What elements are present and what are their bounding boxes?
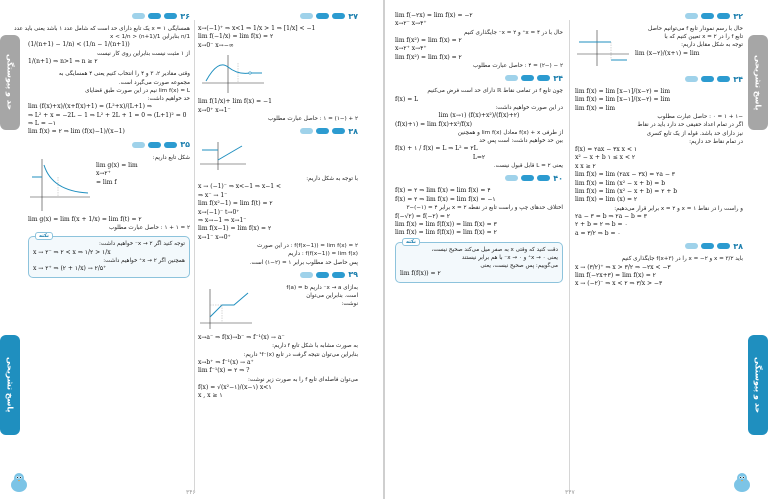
question-header (395, 72, 563, 84)
math-line: ⇒ L = −۱ (28, 120, 57, 128)
rating-dot-icon (537, 75, 550, 81)
math-line: lim f(x) = lim [x−۱]/(x−۲) = lim (575, 96, 671, 104)
chapter-tab-label: حد و پیوستگی (5, 54, 15, 111)
math-line: f(−√۲) = f(−۲) = ۲ (395, 212, 451, 220)
text-line: −۱ + ۱ = ۰ : حاصل عبارت مطلوب (657, 114, 743, 121)
bird-mascot-icon (729, 469, 755, 495)
rating-dot-icon (717, 76, 730, 82)
math-line: lim (x→۱) (f(x)+x²)/(f(x)+۲) (438, 112, 520, 120)
rating-dot-icon (685, 13, 698, 19)
rating-dot-icon (685, 243, 698, 249)
question-number: ۳۷ (348, 11, 358, 21)
text-line: دقت کنید که وقتی x به صفر میل می‌کند صحیح نیست، (431, 246, 558, 253)
math-line: lim f(x−1) = lim f(x) = ۲ (198, 225, 272, 233)
math-line: x , x ≥ ۱ (198, 392, 223, 400)
rating-dot-icon (332, 272, 345, 278)
rating-dot-icon (717, 243, 730, 249)
text-line: نوشت: (341, 301, 358, 308)
function-graph (198, 140, 248, 172)
math-line: x² − x + b ۱ ≤ x < ۲ (575, 154, 636, 162)
rating-dot-icon (316, 13, 329, 19)
left-column-a (198, 8, 358, 492)
question-number: ۳۸ (733, 241, 743, 251)
math-line: x → (−1)⁻ ⇒ x<−1 ⇒ x−1 < (198, 183, 282, 191)
text-line: مجموعه صورت می‌گیرد است. (118, 79, 190, 86)
math-line: lim f(x²−1) = lim f(t) = ۲ (198, 200, 273, 208)
math-line: x→۲⁺ (96, 170, 111, 178)
math-line: lim (f(x)+x)/(x+f(x)+1) = (L²+x)/(L+1) ⇒ (28, 103, 152, 111)
rating-dot-icon (701, 243, 714, 249)
rating-dot-icon (685, 76, 698, 82)
text-line: 1/n بنابراین 1/(n+1) < x < 1/n (110, 34, 190, 41)
math-line: f(x) = ۲ax − ۳x x < ۱ (575, 146, 638, 154)
rating-dot-icon (300, 128, 313, 134)
text-line: باید x = ۳/۲ و x = −۲ را در f(x+۳) جایگذاری کنیم (621, 256, 743, 263)
rating-dot-icon (164, 13, 177, 19)
math-line: x→(−1)⁺ ⇒ x<1 ⇒ 1/x > 1 ⇒ [1/x] < −1 (198, 25, 316, 32)
answers-tab (0, 335, 20, 435)
rating-dot-icon (148, 142, 161, 148)
note-tag: نکته (402, 238, 420, 246)
text-line: حال با رسم نمودار تابع f می‌توانیم حاصل (647, 26, 743, 32)
math-line: x→(−1)⁻ t→0⁺ (198, 208, 240, 216)
rating-dot-icon (701, 13, 714, 19)
question-number: ۳۶ (180, 11, 190, 21)
math-line: lim f(−۲x) = lim f(x) = −۲ (395, 12, 473, 19)
math-line: 1/(n+1) ⇒ n>1 ⇒ n ≥ ۲ (28, 58, 98, 66)
text-line: به صورت مشابه با شکل تابع f داریم: (272, 343, 358, 350)
question-header (28, 10, 190, 22)
left-column-b (14, 8, 190, 492)
math-line: x → ۲⁺ ⇒ (۲ + ۱/x) → ۲/۵⁺ (33, 265, 107, 273)
right-column-b (575, 8, 743, 492)
rating-dot-icon (300, 13, 313, 19)
text-line: توجه به شکل مقابل داریم: (681, 42, 743, 49)
right-page (385, 0, 768, 499)
note-box (395, 238, 563, 283)
text-line: f(f(x−1)) = lim f(x) : داریم (288, 251, 358, 258)
text-line: در این صورت خواهیم داشت: (495, 105, 563, 112)
rating-dot-icon (701, 76, 714, 82)
column-divider (194, 20, 195, 490)
math-line: lim f(x) = lim f(f(x)) = lim f(x) = ۲ (395, 229, 497, 237)
question-number: ۳۴ (553, 73, 563, 83)
function-graph (198, 53, 268, 95)
math-line: ۲a − ۳ = b ⇒ ۲a − b = ۳ (575, 213, 647, 221)
math-line: x→۲⁺ x→۴⁺ (395, 45, 427, 53)
math-line: f(x) = L (395, 95, 419, 103)
math-line: f(x) = ۲ ⇒ lim f(x) = lim f(x) = −۱ (395, 195, 496, 203)
math-line: lim f(f(x)) = ۲ (400, 270, 441, 278)
question-header (28, 139, 190, 151)
math-line: = lim f (96, 178, 117, 186)
text-line: همسایگی x = ۱ یک تابع دارای حد است که شامل عدد ۱ باشد یعنی باید عدد (14, 26, 190, 32)
math-line: lim (x−۲)/(x+۱) = lim (635, 49, 700, 57)
text-line: توجه کنید اگر x → ۲⁻ خواهیم داشت: (99, 241, 185, 248)
function-graph (198, 287, 254, 331)
question-header (575, 240, 743, 252)
text-line: وقتی مقادیر ۲، ۳ و ۴ را انتخاب کنیم یعنی ۴ همسایگی به (58, 71, 190, 78)
function-graph (575, 28, 631, 68)
rating-dot-icon (164, 142, 177, 148)
text-line: بنابراین می‌توان نتیجه گرفت در تابع (x)⁻¹f داریم: (243, 351, 358, 358)
text-line: حال با در x = ۴⁺ و x = ۲⁻ جایگذاری کنیم (463, 29, 563, 36)
math-line: lim f(−1/x) = lim f(x) = ۲ (198, 33, 274, 41)
text-line: در تمام نقاط حد داریم: (689, 138, 743, 145)
text-line: می‌توان فاصله‌ای تابع f را به صورت زیر نوشت: (248, 376, 358, 383)
math-line: x→b⁺ ⇒ f⁻¹(x) → a⁺ (198, 358, 254, 366)
text-line: بین حد خواهیم داشت: است پس حد (479, 138, 563, 145)
math-line: x x ≥ ۲ (575, 162, 596, 170)
math-line: lim f(x) = lim (575, 104, 616, 112)
text-line: از ۱ مثبت نیست بنابراین روی کار نیست (97, 50, 190, 57)
text-line: یعنی L = ۲ قابل قبول نیست. (493, 163, 563, 170)
question-header (198, 269, 358, 281)
text-line: است. بنابراین می‌توان (306, 293, 358, 300)
function-graph (28, 157, 92, 213)
note-tag: نکته (35, 232, 53, 240)
question-number: ۳۲ (733, 11, 743, 21)
answers-tab (748, 35, 768, 130)
rating-dot-icon (505, 75, 518, 81)
text-line: به‌ازای x → a⁻ داریم f(a) = b (286, 284, 358, 291)
question-header (575, 73, 743, 85)
rating-dot-icon (505, 175, 518, 181)
text-line: یعنی x → ۰⁺ و x → ۰⁻ با هم برابر نیستند (461, 254, 558, 261)
math-line: lim f(x) = lim f(f(x)) = lim f(x) = ۳ (395, 220, 497, 228)
math-line: lim f(x²) = lim f(x) = ۲ (395, 37, 462, 45)
rating-dot-icon (717, 13, 730, 19)
answers-tab-label: پاسخ تشریحی (5, 357, 15, 413)
rating-dot-icon (521, 175, 534, 181)
question-number: ۴۰ (553, 173, 563, 183)
left-page (0, 0, 383, 499)
math-line: x→1⁻ x→0⁺ (198, 233, 231, 241)
question-number: ۳۹ (348, 270, 358, 280)
chapter-tab-label: حد و پیوستگی (753, 356, 763, 414)
math-line: ۲ + b = ۲ ⇒ b = ۰ (575, 221, 628, 229)
math-line: L=۲ (472, 153, 486, 161)
question-header (198, 10, 358, 22)
math-line: x→0⁺ x→1⁻ (198, 106, 231, 114)
text-line: نیز دارای حد باشد. قوله از یک تابع کسری (646, 130, 743, 137)
rating-dot-icon (132, 142, 145, 148)
math-line: lim f(x) = lim (x) = ۲ (575, 196, 638, 204)
question-number: ۳۵ (180, 140, 190, 150)
chapter-tab (0, 35, 20, 130)
bird-mascot-icon (6, 469, 32, 495)
text-line: ۲ − (−۲) = ۴ : حاصل عبارت مطلوب (472, 63, 563, 70)
text-line: شکل تابع داریم: (152, 154, 190, 161)
text-line: اگر در تمام اعداد حقیقی حد دارد باید در نقاط (637, 122, 743, 129)
question-header (575, 10, 743, 22)
math-line: (1/(n+1) − 1/n) < (1/n − 1/(n+1)) (28, 41, 130, 49)
text-line: ۲ = ۱ + ۱ : حاصل عبارت مطلوب (109, 225, 190, 232)
text-line: از طرفی f(x) + x معادل lim f(x) و همچنین (457, 130, 563, 137)
text-line: اختلاف حدهای چپ و راست تابع در نقطه x = ۲ برابر ۴ = (۱−)−۳ (406, 205, 563, 212)
page-number: ۳۴۶ (186, 489, 196, 496)
math-line: x → (۳/۲)⁺ ⇒ x > ۳/۲ ⇒ −۲x < −۳ (575, 263, 671, 271)
rating-dot-icon (132, 13, 145, 19)
rating-dot-icon (521, 75, 534, 81)
text-line: ۲ + (−۱) = ۱ : حاصل عبارت مطلوب (267, 116, 358, 123)
math-line: lim f(x) = lim [x−۱]/(x−۲) = lim (575, 88, 671, 95)
column-divider (569, 20, 570, 490)
text-line: lim f(x) = L نیم در این صورت طبق قضایای (85, 87, 190, 94)
math-line: ⇒ L² + x = −2L − 1 ⇒ L² + 2L + 1 = 0 ⇒ (L+1)² = 0 (28, 111, 187, 119)
text-line: f(f(x−1)) = lim f(x) = ۲ : در این صورت (257, 243, 358, 250)
text-line: و راست را در نقاط ۱ = x و x = ۲ برابر قرار می‌دهیم: (614, 205, 743, 212)
math-line: x → (−۲)⁻ ⇒ x < ۲ ⇒ ۳/x > −۳ (575, 280, 663, 288)
math-line: lim g(x) = lim (96, 162, 138, 170)
math-line: f(x) = ۲ ⇒ lim f(x) = lim f(x) = ۴ (395, 187, 491, 195)
rating-dot-icon (148, 13, 161, 19)
math-line: x→a⁻ ⇒ f(x)→b⁻ ⇒ f⁻¹(x) → a⁻ (198, 333, 285, 341)
rating-dot-icon (332, 13, 345, 19)
question-number: ۳۸ (348, 126, 358, 136)
math-line: lim f(x) = ۲ ⇒ lim (f(x)−1)/(x−1) (28, 128, 125, 136)
rating-dot-icon (332, 128, 345, 134)
math-line: lim f(1/x)+ lim f(x) = −1 (198, 98, 272, 106)
rating-dot-icon (300, 272, 313, 278)
rating-dot-icon (537, 175, 550, 181)
math-line: x→۲⁻ x→۴⁺ (395, 20, 427, 28)
math-line: lim f(x) = lim (x² − x + b) = b (575, 179, 666, 187)
chapter-tab (748, 335, 768, 435)
page-number: ۳۴۷ (565, 489, 575, 496)
math-line: f(x) + ۱ / f(x) = L ⇒ L² = ۲L (395, 145, 478, 153)
math-line: ⇒ x⁻ → 1⁻ (198, 191, 228, 199)
math-line: lim f(x) = lim (۲ax − ۳x) = ۲a − ۳ (575, 171, 676, 179)
text-line: حد خواهیم داشت: (147, 96, 190, 103)
math-line: lim g(x) = lim f(x + 1/x) = lim f(t) = ۲ (28, 215, 142, 223)
text-line: تابع f را در x = ۲ تعیین کنیم که با (664, 34, 743, 41)
answers-tab-label: پاسخ تشریحی (753, 54, 763, 111)
question-number: ۳۴ (733, 74, 743, 84)
math-line: x→0⁻ x→−∞ (198, 41, 234, 49)
text-line: با توجه به شکل داریم: (306, 176, 358, 183)
math-line: lim f(x²) = lim f(x) = ۲ (395, 53, 462, 61)
text-line: پس حاصل حد مطلوب برابر ۱ = (۲−۱) است. (249, 259, 358, 266)
math-line: lim f⁻¹(x) = ۲ ⇒ ? (198, 367, 250, 375)
right-column-a (395, 8, 563, 492)
math-line: ⇒ x→−1 ⇒ x→1⁻ (198, 217, 247, 225)
rating-dot-icon (316, 128, 329, 134)
math-line: lim f(x) = lim (x² − x + b) = ۲ + b (575, 188, 678, 196)
rating-dot-icon (316, 272, 329, 278)
math-line: x → ۲⁻ ⇒ ۲ < x ⇒ ۱/۲ > ۱/x (33, 248, 111, 256)
question-header (395, 172, 563, 184)
question-header (198, 125, 358, 137)
text-line: همچنین اگر x → ۲⁺ خواهیم داشت: (103, 258, 185, 265)
math-line: a = ۳/۲ ⇒ b = ۰ (575, 229, 621, 237)
math-line: f(x) = √(x²−۱)/(x−۱) x<۱ (198, 383, 272, 391)
text-line: می‌گوییم: پس صحیح نیست، یعنی (480, 263, 558, 270)
math-line: lim f(−۲x+۳) = lim f(x) = ۲ (575, 271, 656, 279)
math-line: (f(x)+۱) = lim f(x)+x²/f(x) (395, 120, 472, 128)
text-line: چون تابع f در تمامی نقاط ℝ دارای حد است فرض می‌کنیم (427, 88, 563, 95)
note-box (28, 233, 190, 277)
